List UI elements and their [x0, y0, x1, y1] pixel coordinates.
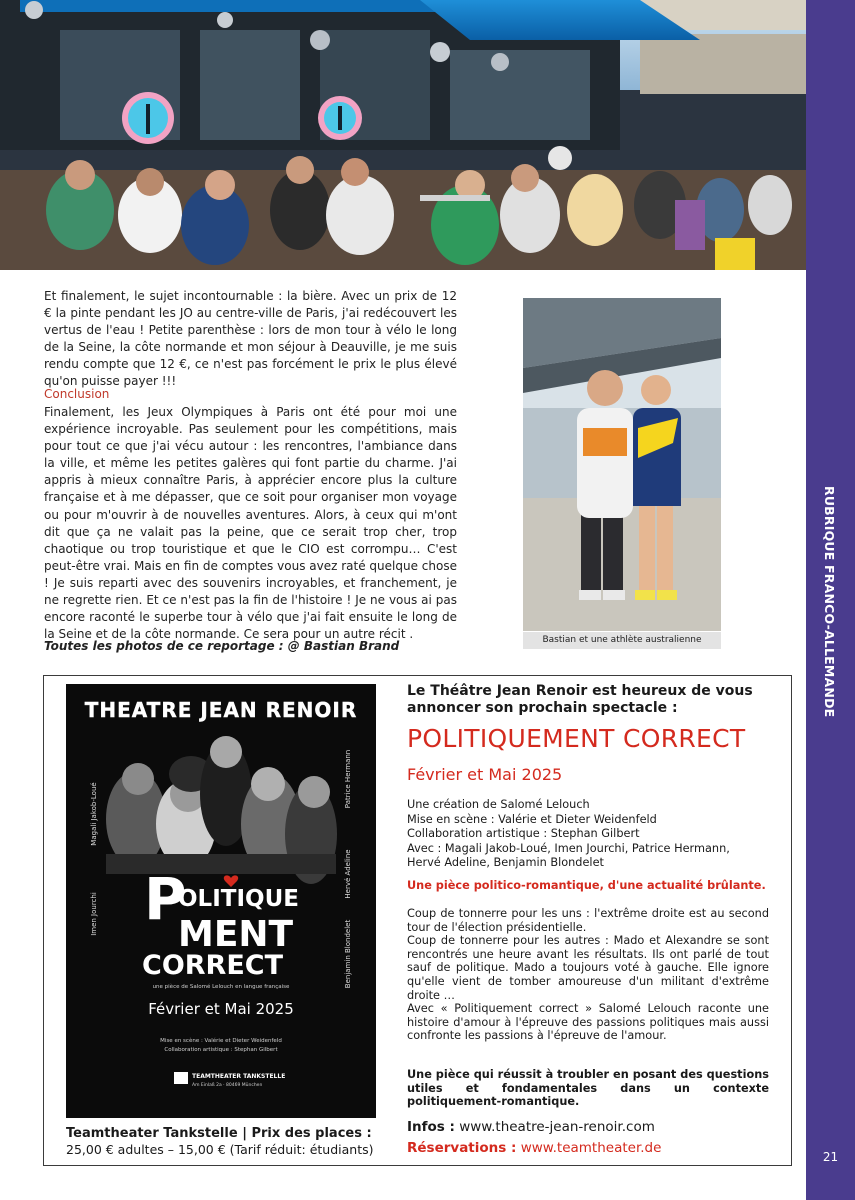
poster-cast-benjamin: Benjamin Blondelet — [344, 919, 352, 989]
show-dates: Février et Mai 2025 — [407, 765, 563, 784]
conclusion-heading: Conclusion — [44, 387, 110, 401]
show-synopsis — [407, 907, 769, 1043]
poster-cast-patrice: Patrice Hermann — [344, 749, 352, 809]
infos-row — [407, 1119, 655, 1135]
section-label-text: RUBRIQUE FRANCO-ALLEMANDE — [822, 486, 837, 718]
poster-theatre-name: THEATRE JEAN RENOIR — [84, 698, 358, 722]
section-label — [806, 486, 855, 726]
credit-creation: Une création de Salomé Lelouch — [407, 798, 590, 811]
venue-logo-icon — [174, 1072, 188, 1084]
ticket-title: Teamtheater Tankstelle | Prix des places : — [66, 1126, 372, 1141]
poster-subtitle: une pièce de Salomé Lelouch en langue française — [152, 984, 290, 990]
infos-label: Infos : — [407, 1119, 455, 1135]
announcement-intro: Le Théâtre Jean Renoir est heureux de vous annoncer son prochain spectacle : — [407, 683, 753, 716]
athlete-photo-caption: Bastian et une athlète australienne — [523, 632, 721, 649]
theatre-poster — [66, 684, 376, 1118]
cafe-terrace-illustration — [0, 0, 806, 270]
poster-title-line3: CORRECT — [142, 950, 284, 981]
reservations-label: Réservations : — [407, 1140, 517, 1156]
synopsis-paragraph-2: Coup de tonnerre pour les autres : Mado et Alexandre se sont rencontrés une heure avant les résultats. Ils ont parlé de tout sauf de politique. Mado a toujours voté à gauche. Elle ignore qu'elle vient de tomber amoureuse d'un militant d'extrême droite … — [407, 934, 769, 1002]
poster-credit-collab: Collaboration artistique : Stephan Gilbert — [164, 1047, 278, 1053]
cafe-terrace-photo — [0, 0, 806, 270]
credit-cast: Avec : Magali Jakob-Loué, Imen Jourchi, Patrice Hermann, Hervé Adeline, Benjamin Blondelet — [407, 841, 730, 869]
poster-venue: TEAMTHEATER TANKSTELLE — [192, 1073, 286, 1080]
athlete-photo-illustration — [523, 298, 721, 631]
credit-collaboration: Collaboration artistique : Stephan Gilbert — [407, 827, 640, 840]
poster-cast-imen: Imen Jourchi — [90, 892, 98, 936]
athlete-photo — [523, 298, 721, 631]
article-paragraph-conclusion: Finalement, les Jeux Olympiques à Paris ont été pour moi une expérience incroyable. Pas seulement pour les compétitions, mais pour tout ce que j'ai vécu autour : les rencontres, l'ambiance dans la ville, et même les petites galères qui font partie du charme. J'ai appris à mieux connaître Paris, à apprécier encore plus la culture française et à me dépasser, que ce soit pour organiser mon voyage ou pour m'ouvrir à de nouvelles aventures. Alors, à ceux qui m'ont dit que ça ne valait pas la peine, que ce serait trop cher, trop chaotique ou trop touristique et que le CIO est corrompu… C'est peut-être vrai. Mais en fin de comptes vous avez raté quelque chose ! Je suis reparti avec des souvenirs incroyables, et franchement, je ne regrette rien. Et ce n'est pas la fin de l'histoire ! Je ne vous ai pas encore raconté le superbe tour à vélo que j'ai fait ensuite le long de la Seine et de la côte normande. Ce sera pour un autre récit . — [44, 405, 457, 642]
ticket-prices: 25,00 € adultes – 15,00 € (Tarif réduit: étudiants) — [66, 1142, 374, 1157]
show-title: POLITIQUEMENT CORRECT — [407, 724, 746, 753]
poster-artwork — [66, 684, 376, 1118]
show-tagline: Une pièce politico-romantique, d'une actualité brûlante. — [407, 879, 766, 892]
reservations-row — [407, 1140, 661, 1156]
poster-title-line1: OLITIQUE — [178, 886, 299, 912]
show-credits — [407, 798, 767, 871]
show-punchline: Une pièce qui réussit à troubler en posant des questions utiles et fondamentales dans un contexte politiquement-romantique. — [407, 1068, 769, 1109]
poster-dates: Février et Mai 2025 — [148, 1000, 294, 1018]
synopsis-paragraph-1: Coup de tonnerre pour les uns : l'extrême droite est au second tour de l'élection présidentielle. — [407, 907, 769, 934]
page-number: 21 — [822, 1150, 839, 1164]
poster-title-p: P — [144, 865, 187, 933]
poster-cast-magali: Magali Jakob-Loué — [90, 782, 98, 846]
infos-link[interactable]: www.theatre-jean-renoir.com — [459, 1119, 655, 1135]
article-paragraph-beer: Et finalement, le sujet incontournable : la bière. Avec un prix de 12 € la pinte pendant les JO au centre-ville de Paris, j'ai redécouvert les vertus de l'eau ! Petite parenthèse : lors de mon tour à vélo le long de la Seine, la côte normande et mon séjour à Deauville, je me suis rendu compte que 12 €, ce n'est pas forcément le prix le plus élevé qu'on puisse payer !!! — [44, 289, 457, 389]
reservations-link[interactable]: www.teamtheater.de — [520, 1140, 662, 1156]
poster-title-line2: MENT — [178, 914, 294, 955]
poster-venue-address: Am Einlaß 2a · 80469 München — [192, 1083, 263, 1088]
synopsis-paragraph-3: Avec « Politiquement correct » Salomé Lelouch raconte une histoire d'amour à l'épreuve des passions politiques mais aussi confronte les passions à l'épreuve de l'amour. — [407, 1002, 769, 1043]
poster-credit-direction: Mise en scène : Valérie et Dieter Weidenfeld — [160, 1038, 282, 1044]
poster-cast-herve: Hervé Adeline — [344, 849, 352, 899]
photo-credits: Toutes les photos de ce reportage : @ Bastian Brand — [44, 639, 400, 653]
credit-direction: Mise en scène : Valérie et Dieter Weidenfeld — [407, 812, 657, 826]
